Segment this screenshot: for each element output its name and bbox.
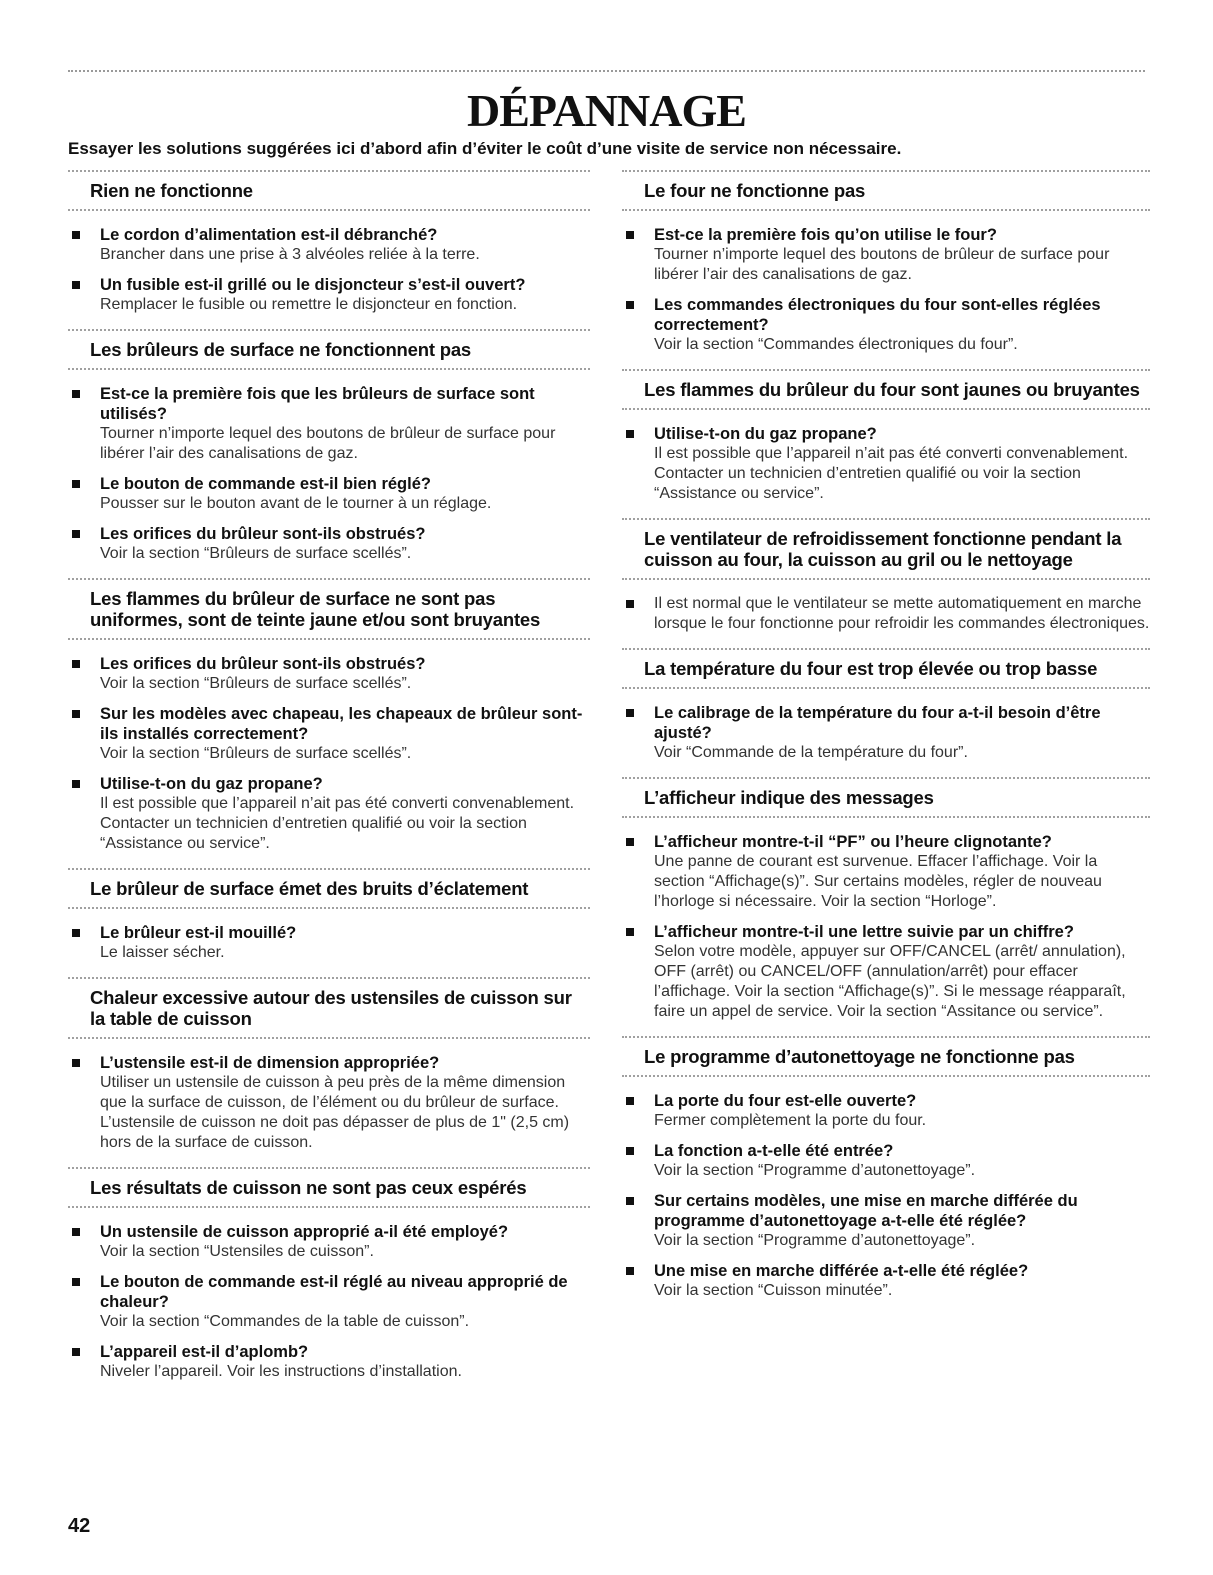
item-question: Le bouton de commande est-il réglé au niveau approprié de chaleur? [100, 1273, 568, 1311]
troubleshooting-section [622, 369, 1150, 504]
item-question: Les orifices du brûleur sont-ils obstrués? [100, 655, 426, 673]
list-item [622, 1191, 1150, 1251]
item-answer: Tourner n’importe lequel des boutons de brûleur de surface pour libérer l’air des canalisations de gaz. [654, 246, 1110, 283]
section-title: Les résultats de cuisson ne sont pas ceux espérés [68, 1167, 590, 1208]
list-item [68, 1272, 590, 1332]
square-bullet-icon [626, 709, 634, 717]
list-item [622, 424, 1150, 504]
item-answer: Voir la section “Brûleurs de surface scellés”. [100, 675, 412, 692]
list-item [622, 922, 1150, 1022]
item-question: L’appareil est-il d’aplomb? [100, 1343, 309, 1361]
list-item [622, 225, 1150, 285]
list-item [622, 594, 1150, 634]
square-bullet-icon [626, 928, 634, 936]
top-rule [68, 70, 1145, 72]
intro-text: Essayer les solutions suggérées ici d’abord afin d’éviter le coût d’une visite de service non nécessaire. [68, 139, 902, 158]
square-bullet-icon [72, 929, 80, 937]
item-answer: Voir la section “Programme d’autonettoyage”. [654, 1232, 976, 1249]
item-question: Le cordon d’alimentation est-il débranché? [100, 226, 438, 244]
square-bullet-icon [626, 1097, 634, 1105]
item-answer: Voir la section “Ustensiles de cuisson”. [100, 1243, 374, 1260]
item-answer: Il est possible que l’appareil n’ait pas été converti convenablement. Contacter un technicien d’entretien qualifié ou voir la section “Assistance ou service”. [654, 445, 1129, 502]
troubleshooting-section [68, 977, 590, 1153]
troubleshooting-section [622, 518, 1150, 634]
list-item [622, 703, 1150, 763]
square-bullet-icon [626, 430, 634, 438]
item-answer: Utiliser un ustensile de cuisson à peu près de la même dimension que la surface de cuisson, de l’élément ou du brûleur de surface. L’ustensile de cuisson ne doit pas dépasser de plus de 1" (2,5 cm) hors de la surface de cuisson. [100, 1074, 570, 1151]
square-bullet-icon [626, 231, 634, 239]
item-answer: Tourner n’importe lequel des boutons de brûleur de surface pour libérer l’air des canalisations de gaz. [100, 425, 556, 462]
item-question: Utilise-t-on du gaz propane? [654, 425, 877, 443]
list-item [68, 384, 590, 464]
item-answer: Il est possible que l’appareil n’ait pas été converti convenablement. Contacter un technicien d’entretien qualifié ou voir la section “Assistance ou service”. [100, 795, 575, 852]
square-bullet-icon [72, 1059, 80, 1067]
left-column [68, 170, 590, 1396]
list-item [68, 704, 590, 764]
list-item [622, 1091, 1150, 1131]
section-title: Chaleur excessive autour des ustensiles de cuisson sur la table de cuisson [68, 977, 590, 1039]
square-bullet-icon [72, 1348, 80, 1356]
item-question: Un fusible est-il grillé ou le disjoncteur s’est-il ouvert? [100, 276, 526, 294]
item-question: Sur certains modèles, une mise en marche différée du programme d’autonettoyage a-t-elle été réglée? [654, 1192, 1078, 1230]
list-item [68, 654, 590, 694]
square-bullet-icon [72, 1278, 80, 1286]
item-question: L’ustensile est-il de dimension appropriée? [100, 1054, 440, 1072]
item-answer: Remplacer le fusible ou remettre le disjoncteur en fonction. [100, 296, 518, 313]
item-answer: Voir la section “Brûleurs de surface scellés”. [100, 745, 412, 762]
item-question: Est-ce la première fois que les brûleurs de surface sont utilisés? [100, 385, 535, 423]
item-answer: Voir la section “Programme d’autonettoyage”. [654, 1162, 976, 1179]
square-bullet-icon [72, 390, 80, 398]
square-bullet-icon [72, 281, 80, 289]
item-answer: Voir la section “Commandes de la table de cuisson”. [100, 1313, 470, 1330]
square-bullet-icon [72, 710, 80, 718]
list-item [68, 774, 590, 854]
item-answer: Pousser sur le bouton avant de le tourner à un réglage. [100, 495, 492, 512]
section-title: Le brûleur de surface émet des bruits d’éclatement [68, 868, 590, 909]
troubleshooting-section [68, 578, 590, 854]
item-question: Une mise en marche différée a-t-elle été réglée? [654, 1262, 1029, 1280]
list-item [622, 295, 1150, 355]
square-bullet-icon [72, 780, 80, 788]
right-column [622, 170, 1150, 1315]
square-bullet-icon [72, 231, 80, 239]
list-item [68, 1342, 590, 1382]
square-bullet-icon [626, 600, 634, 608]
item-question: Sur les modèles avec chapeau, les chapeaux de brûleur sont-ils installés correctement? [100, 705, 583, 743]
list-item [68, 524, 590, 564]
list-item [622, 1261, 1150, 1301]
section-title: Les flammes du brûleur de surface ne sont pas uniformes, sont de teinte jaune et/ou sont bruyantes [68, 578, 590, 640]
section-title: Le four ne fonctionne pas [622, 170, 1150, 211]
item-answer: Voir la section “Brûleurs de surface scellés”. [100, 545, 412, 562]
troubleshooting-section [622, 777, 1150, 1022]
item-question: Utilise-t-on du gaz propane? [100, 775, 323, 793]
troubleshooting-section [622, 1036, 1150, 1301]
square-bullet-icon [72, 530, 80, 538]
list-item [68, 275, 590, 315]
item-answer: Voir la section “Commandes électroniques du four”. [654, 336, 1018, 353]
section-title: Rien ne fonctionne [68, 170, 590, 211]
item-question: Le brûleur est-il mouillé? [100, 924, 297, 942]
item-question: La fonction a-t-elle été entrée? [654, 1142, 894, 1160]
troubleshooting-section [68, 170, 590, 315]
list-item [68, 1222, 590, 1262]
section-title: Le programme d’autonettoyage ne fonctionne pas [622, 1036, 1150, 1077]
troubleshooting-section [68, 1167, 590, 1382]
square-bullet-icon [626, 838, 634, 846]
item-question: Le calibrage de la température du four a-t-il besoin d’être ajusté? [654, 704, 1101, 742]
square-bullet-icon [626, 1267, 634, 1275]
item-question: Les orifices du brûleur sont-ils obstrués? [100, 525, 426, 543]
item-answer: Fermer complètement la porte du four. [654, 1112, 927, 1129]
square-bullet-icon [626, 1147, 634, 1155]
list-item [68, 1053, 590, 1153]
troubleshooting-section [68, 868, 590, 963]
item-question: Les commandes électroniques du four sont-elles réglées correctement? [654, 296, 1101, 334]
list-item [622, 1141, 1150, 1181]
item-question: L’afficheur montre-t-il “PF” ou l’heure clignotante? [654, 833, 1052, 851]
troubleshooting-section [68, 329, 590, 564]
section-title: Les flammes du brûleur du four sont jaunes ou bruyantes [622, 369, 1150, 410]
item-answer: Il est normal que le ventilateur se mette automatiquement en marche lorsque le four fonctionne pour refroidir les commandes électroniques. [654, 595, 1150, 632]
item-answer: Une panne de courant est survenue. Effacer l’affichage. Voir la section “Affichage(s)”. Sur certains modèles, régler de nouveau l’horloge si nécessaire. Voir la section “Horloge”. [654, 853, 1102, 910]
item-answer: Selon votre modèle, appuyer sur OFF/CANCEL (arrêt/ annulation), OFF (arrêt) ou CANCEL/OFF (annulation/arrêt) pour effacer l’affichage. Voir la section “Affichage(s)”. Si le message réapparaît, faire un appel de service. Voir la section “Assitance ou service”. [654, 943, 1126, 1020]
square-bullet-icon [72, 660, 80, 668]
section-title: Les brûleurs de surface ne fonctionnent pas [68, 329, 590, 370]
square-bullet-icon [72, 480, 80, 488]
square-bullet-icon [626, 301, 634, 309]
item-question: L’afficheur montre-t-il une lettre suivie par un chiffre? [654, 923, 1074, 941]
item-question: Est-ce la première fois qu’on utilise le four? [654, 226, 997, 244]
section-title: Le ventilateur de refroidissement fonctionne pendant la cuisson au four, la cuisson au gril ou le nettoyage [622, 518, 1150, 580]
item-question: Le bouton de commande est-il bien réglé? [100, 475, 431, 493]
item-question: Un ustensile de cuisson approprié a-il été employé? [100, 1223, 509, 1241]
page-number: 42 [68, 1515, 91, 1537]
item-question: La porte du four est-elle ouverte? [654, 1092, 917, 1110]
section-title: La température du four est trop élevée ou trop basse [622, 648, 1150, 689]
page-title: DÉPANNAGE [467, 85, 746, 136]
section-title: L’afficheur indique des messages [622, 777, 1150, 818]
square-bullet-icon [626, 1197, 634, 1205]
list-item [68, 225, 590, 265]
list-item [68, 474, 590, 514]
item-answer: Voir “Commande de la température du four”. [654, 744, 968, 761]
item-answer: Brancher dans une prise à 3 alvéoles reliée à la terre. [100, 246, 480, 263]
item-answer: Niveler l’appareil. Voir les instructions d’installation. [100, 1363, 462, 1380]
item-answer: Voir la section “Cuisson minutée”. [654, 1282, 893, 1299]
list-item [622, 832, 1150, 912]
list-item [68, 923, 590, 963]
item-answer: Le laisser sécher. [100, 944, 225, 961]
troubleshooting-section [622, 170, 1150, 355]
square-bullet-icon [72, 1228, 80, 1236]
troubleshooting-section [622, 648, 1150, 763]
